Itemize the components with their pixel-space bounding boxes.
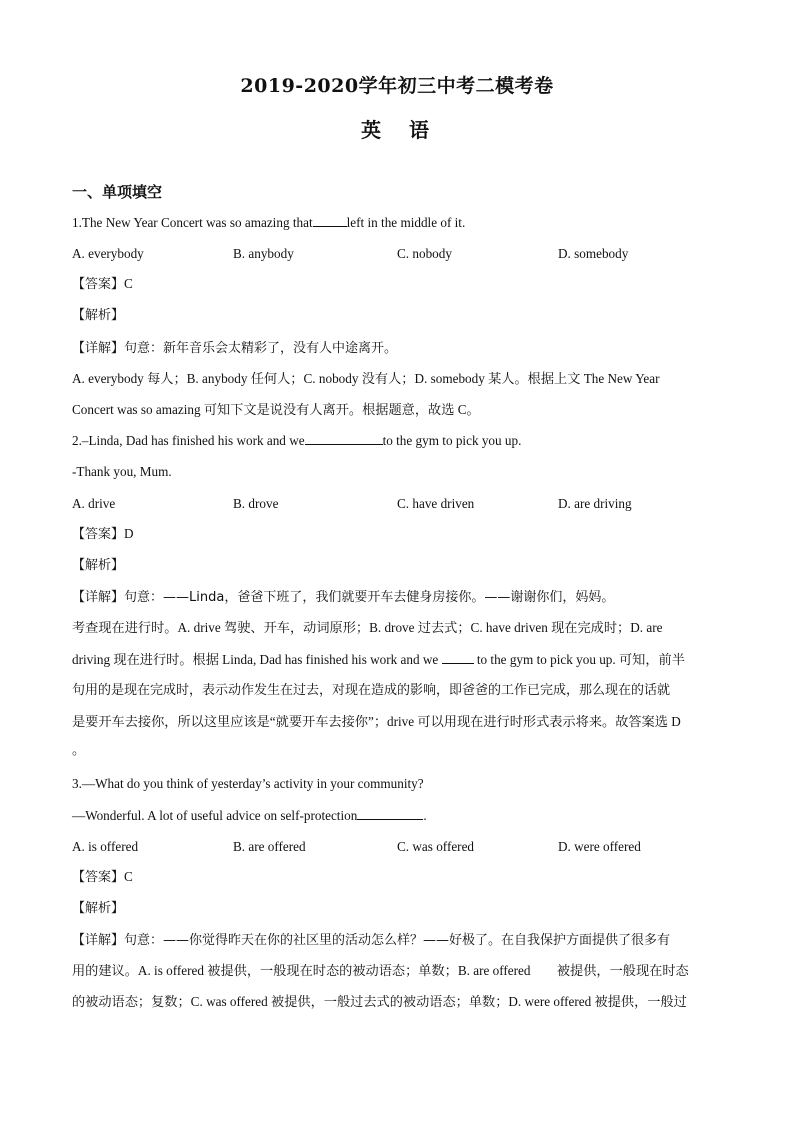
question-2-answer <box>72 524 732 545</box>
question-3-stem-line-2 <box>72 806 732 826</box>
detail-text: 句意：——你觉得昨天在你的社区里的活动怎么样？——好极了。在自我保护方面提供了很多有 <box>124 933 671 948</box>
question-2-stem-pre: 2.–Linda, Dad has finished his work and we <box>72 433 305 448</box>
question-2-explanation-line-5: 。 <box>72 742 86 757</box>
answer-tag: 【答案】 <box>72 870 125 885</box>
answer-blank <box>305 431 383 445</box>
question-2-stem-line-1 <box>72 431 732 451</box>
question-1-option-a: A. everybody <box>72 246 144 261</box>
question-1-explanation-line-1: A. everybody 每人；B. anybody 任何人；C. nobody 没有人；D. somebody 某人。根据上文 The New Year <box>72 371 660 386</box>
question-3-analysis-tag: 【解析】 <box>72 901 125 916</box>
answer-tag: 【答案】 <box>72 277 125 292</box>
question-2-option-a: A. drive <box>72 496 116 511</box>
question-3-option-a: A. is offered <box>72 839 139 854</box>
explanation-post: to the gym to pick you up. 可知，前半 <box>476 652 685 667</box>
answer-value: D <box>124 526 134 541</box>
question-2-option-d: D. are driving <box>558 496 632 511</box>
explanation-pre: driving 现在进行时。根据 Linda, Dad has finished his work and we <box>72 652 439 667</box>
question-2-detail <box>72 587 732 608</box>
question-2-explanation-line-1: 考查现在进行时。A. drive 驾驶、开车，动词原形；B. drove 过去式；C. have driven 现在完成时；D. are <box>72 620 663 635</box>
answer-blank <box>442 650 474 664</box>
detail-tag: 【详解】 <box>72 341 125 356</box>
question-3-explanation-line-1: 用的建议。A. is offered 被提供，一般现在时态的被动语态；单数；B. are offered 被提供，一般现在时态 <box>72 963 689 978</box>
answer-value: C <box>124 276 133 291</box>
question-3-detail <box>72 930 732 951</box>
question-2-analysis-tag: 【解析】 <box>72 558 125 573</box>
answer-blank <box>313 213 347 227</box>
question-1-option-d: D. somebody <box>558 246 629 261</box>
question-3-stem-pre: —Wonderful. A lot of useful advice on self-protection <box>72 808 358 823</box>
question-2-stem-post: to the gym to pick you up. <box>382 433 522 448</box>
question-3-option-b: B. are offered <box>233 839 306 854</box>
detail-text: 句意：新年音乐会太精彩了，没有人中途离开。 <box>124 341 398 356</box>
question-3-stem-line-1: 3.—What do you think of yesterday’s activity in your community? <box>72 776 424 791</box>
question-3-answer <box>72 867 732 888</box>
question-1-option-b: B. anybody <box>233 246 294 261</box>
question-3-option-c: C. was offered <box>397 839 475 854</box>
detail-tag: 【详解】 <box>72 590 125 605</box>
subject-title: 英 语 <box>361 118 433 142</box>
answer-value: C <box>124 869 133 884</box>
question-1-stem <box>72 213 732 233</box>
question-2-stem-line-2: -Thank you, Mum. <box>72 464 172 479</box>
detail-tag: 【详解】 <box>72 933 125 948</box>
question-3-option-d: D. were offered <box>558 839 641 854</box>
question-1-explanation-line-2: Concert was so amazing 可知下文是说没有人离开。根据题意，故选 C。 <box>72 402 480 417</box>
question-1-analysis-tag: 【解析】 <box>72 308 125 323</box>
question-2-explanation-line-2 <box>72 650 732 670</box>
question-1-answer <box>72 274 732 295</box>
question-2-option-c: C. have driven <box>397 496 475 511</box>
section-heading: 一、单项填空 <box>72 183 163 201</box>
question-3-stem-post: . <box>423 808 427 823</box>
answer-blank <box>357 806 423 820</box>
detail-text: 句意：——Linda，爸爸下班了，我们就要开车去健身房接你。——谢谢你们，妈妈。 <box>124 590 615 605</box>
question-2-explanation-line-3: 句用的是现在完成时，表示动作发生在过去，对现在造成的影响，即爸爸的工作已完成，那么现在的话就 <box>72 683 671 698</box>
question-1-option-c: C. nobody <box>397 246 452 261</box>
question-3-explanation-line-2: 的被动语态；复数；C. was offered 被提供，一般过去式的被动语态；单数；D. were offered 被提供，一般过 <box>72 994 687 1009</box>
question-2-option-b: B. drove <box>233 496 279 511</box>
question-2-explanation-line-4: 是要开车去接你，所以这里应该是“就要开车去接你”；drive 可以用现在进行时形式表示将来。故答案选 D <box>72 714 681 729</box>
answer-tag: 【答案】 <box>72 527 125 542</box>
question-1-stem-pre: 1.The New Year Concert was so amazing that <box>72 215 313 230</box>
exam-title: 2019-2020学年初三中考二模考卷 <box>240 75 554 97</box>
question-1-detail <box>72 338 732 359</box>
question-1-stem-post: left in the middle of it. <box>346 215 466 230</box>
